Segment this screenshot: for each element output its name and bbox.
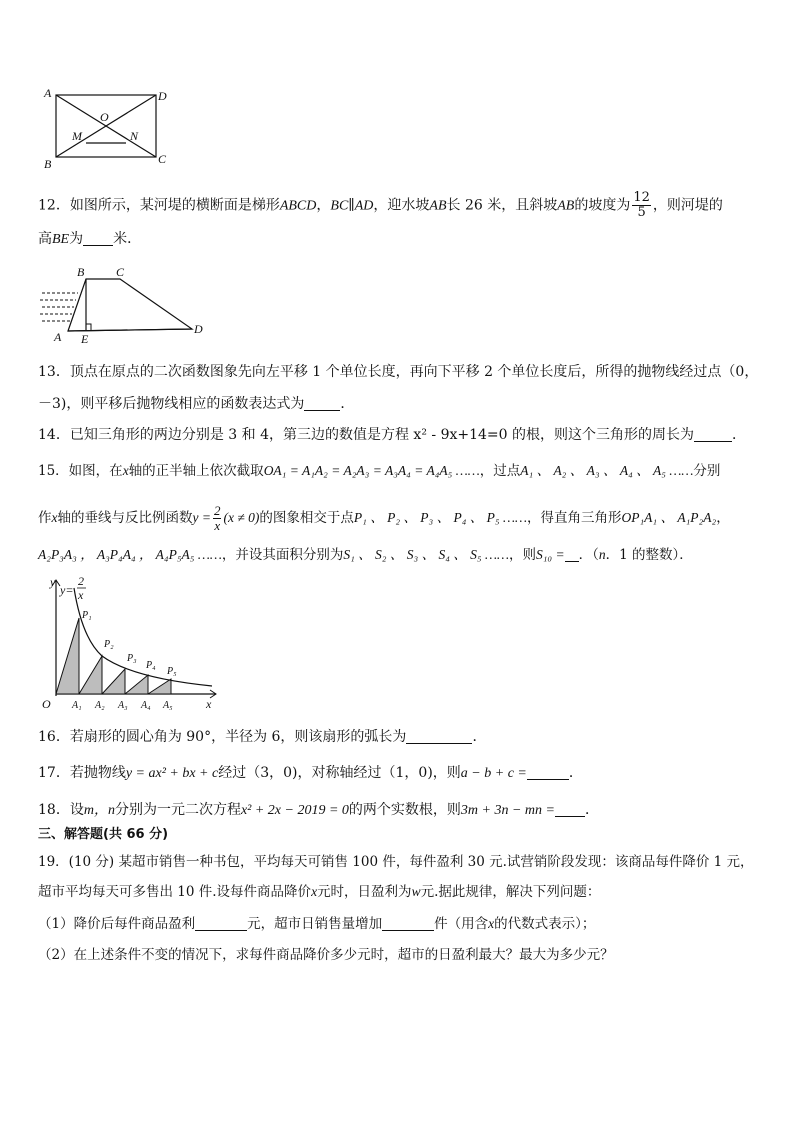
slope-fraction: $\frac{12}{5}$ (633, 190, 650, 220)
origin-label: O (42, 697, 51, 711)
question-19-part2: （2）在上述条件不变的情况下，求每件商品降价多少元时，超市的日盈利最大？最大为多少元？ (38, 947, 614, 963)
label-p5: P₅ (167, 666, 177, 677)
label-d: D (194, 322, 203, 336)
question-12-line2: 高BE为 米． (38, 231, 142, 247)
y-axis-label: y (50, 575, 56, 589)
label-a2: A₂ (95, 700, 105, 711)
answer-blank-14[interactable] (694, 427, 732, 442)
question-18: 18．设m，n分别为一元二次方程x² + 2x − 2019 = 0的两个实数根，则3m + 3n − mn = ． (38, 802, 599, 818)
function-label-y: y= (60, 583, 74, 597)
answer-blank-19b[interactable] (382, 916, 434, 931)
rectangle-diagram (38, 82, 178, 172)
figure-rectangle-mon (38, 82, 178, 176)
question-19-line2: 超市平均每天可多售出 10 件.设每件商品降价x元时，日盈利为w元.据此规律，解决下列问题： (38, 884, 601, 900)
label-p4: P₄ (146, 660, 156, 671)
question-15-line1: 15．如图，在x轴的正半轴上依次截取OA₁ = A₁A₂ = A₂A₃ = A₃A₄ = A₄A₅ ……，过点A₁ 、 A₂ 、 A₃ 、 A₄ 、 A₅ ……分别 (38, 463, 721, 479)
label-b: B (77, 265, 85, 279)
label-o: O (100, 110, 109, 124)
label-a: A (54, 330, 62, 344)
label-p2: P₂ (104, 639, 114, 650)
label-a3: A₃ (118, 700, 128, 711)
label-a: A (44, 86, 52, 100)
question-15-line3: A₂P₃A₃ ， A₃P₄A₄ ， A₄P₅A₅ ……，并设其面积分别为S₁ 、 S₂ 、 S₃ 、 S₄ 、 S₅ ……，则S₁₀ = ．（n．1 的整数）． (38, 547, 693, 563)
question-17: 17．若抛物线y = ax² + bx + c经过（3，0)，对称轴经过（1，0)，则a − b + c = ． (38, 765, 583, 781)
answer-blank-12[interactable] (83, 231, 113, 246)
function-label-den: x (78, 588, 84, 602)
hyperbola-diagram (34, 574, 224, 714)
trapezoid-diagram (34, 263, 214, 345)
answer-blank-16[interactable] (406, 729, 472, 744)
question-16: 16．若扇形的圆心角为 90°，半径为 6，则该扇形的弧长为 ． (38, 729, 487, 745)
x-axis-label: x (206, 697, 212, 711)
function-fraction: $\frac{2}{x}$ (213, 503, 221, 533)
question-19-part1: （1）降价后每件商品盈利 元，超市日销售量增加 件（用含x的代数式表示）； (38, 916, 596, 932)
label-c: C (158, 152, 167, 166)
figure-trapezoid-dam (34, 263, 214, 349)
label-a4: A₄ (141, 700, 151, 711)
answer-blank-17[interactable] (527, 765, 569, 780)
label-m: M (72, 129, 82, 143)
question-14: 14．已知三角形的两边分别是 3 和 4，第三边的数值是方程 x² - 9x+14=0 的根，则这个三角形的周长为 ． (38, 427, 747, 443)
label-p1: P₁ (82, 610, 92, 621)
label-e: E (81, 332, 89, 345)
question-12-line1: 12．如图所示，某河堤的横断面是梯形ABCD，BC∥AD，迎水坡AB长 26 米，且斜坡AB的坡度为 $\frac{12}{5}$ ，则河堤的 (38, 190, 723, 220)
answer-blank-18[interactable] (555, 802, 585, 817)
question-19-line1: 19．(10 分) 某超市销售一种书包，平均每天可销售 100 件，每件盈利 30 元.试营销阶段发现：该商品每件降价 1 元， (38, 854, 754, 870)
question-15-line2: 作x轴的垂线与反比例函数y = $\frac{2}{x}$ (x ≠ 0)的图象相交于点P₁ 、 P₂ 、 P₃ 、 P₄ 、 P₅ ……，得直角三角形OP₁A₁ 、 A₁P₂A₂， (38, 503, 730, 533)
section-heading: 三、解答题(共 66 分) (38, 827, 169, 842)
label-a1: A₁ (72, 700, 82, 711)
label-d: D (158, 89, 167, 103)
question-13-line2: －3)，则平移后抛物线相应的函数表达式为 ． (38, 396, 355, 412)
answer-blank-13[interactable] (304, 396, 340, 411)
label-c: C (116, 265, 125, 279)
figure-hyperbola-triangles (34, 574, 224, 718)
label-b: B (44, 157, 52, 171)
answer-blank-15[interactable] (565, 547, 579, 562)
question-13-line1: 13．顶点在原点的二次函数图象先向左平移 1 个单位长度，再向下平移 2 个单位长度后，所得的抛物线经过点（0， (38, 364, 759, 380)
function-label-num: 2 (78, 574, 84, 588)
label-n: N (130, 129, 139, 143)
answer-blank-19a[interactable] (195, 916, 247, 931)
label-a5: A₅ (163, 700, 173, 711)
label-p3: P₃ (127, 653, 137, 664)
